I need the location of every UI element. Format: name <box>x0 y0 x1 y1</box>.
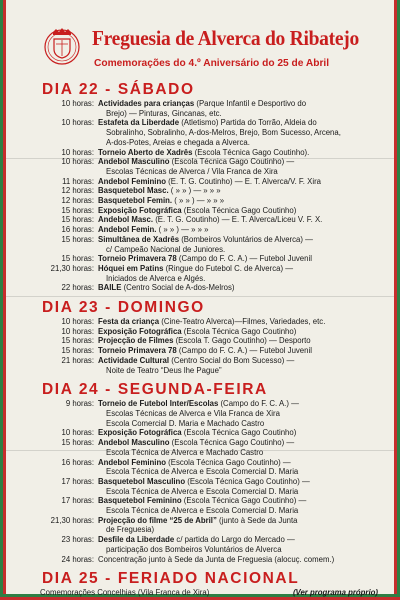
event-item <box>0 254 400 264</box>
event-continuation: Escola Comercial D. Maria e Machado Castro <box>106 418 265 428</box>
event-desc: Concentração junto à Sede da Junta de Freguesia (alocuç. comem.) <box>98 554 335 564</box>
event-line <box>98 438 390 448</box>
event-desc: (junto à Sede da Junta <box>216 515 298 525</box>
event-item <box>0 535 400 554</box>
event-desc: (Campo do F. C. A.) — Futebol Juvenil <box>176 346 312 356</box>
event-time: 15 horas: <box>61 205 94 215</box>
event-item <box>0 186 400 196</box>
event-time: 15 horas: <box>61 336 94 346</box>
closing-note <box>0 588 400 598</box>
event-continuation: participação dos Bombeiros Voluntários de Alverca <box>106 544 282 554</box>
event-time: 9 horas: <box>65 399 94 409</box>
event-name: Desfile da Liberdade <box>98 535 175 545</box>
event-item <box>0 118 400 147</box>
event-line <box>98 283 390 293</box>
event-desc: (Ringue do Futebol C. de Alverca) — <box>163 263 293 273</box>
event-desc: (Bombeiros Voluntários de Alverca) — <box>179 234 313 244</box>
event-item <box>0 157 400 176</box>
event-time: 23 horas: <box>61 535 94 545</box>
header <box>10 10 390 70</box>
event-desc: (Campo do F. C. A.) — Futebol Juvenil <box>176 254 312 264</box>
event-desc: ( » » ) — » » » <box>156 225 209 235</box>
event-item <box>0 99 400 118</box>
event-time: 15 horas: <box>61 346 94 356</box>
event-name: Andebol Masculino <box>98 438 170 448</box>
event-continuation: Escola Técnica de Alverca e Machado Castro <box>106 447 264 457</box>
event-line <box>98 148 390 158</box>
day-heading: DIA 23 - DOMINGO <box>42 299 205 317</box>
event-line <box>98 516 390 526</box>
event-item <box>0 177 400 187</box>
event-desc: (E. T. G. Coutinho) — E. T. Alverca/V. F. Xira <box>166 176 322 186</box>
event-line <box>98 196 390 206</box>
event-desc: (Cine-Teatro Alverca)—Filmes, Variedades, etc. <box>159 317 326 327</box>
event-time: 15 horas: <box>61 215 94 225</box>
day-heading: DIA 25 - FERIADO NACIONAL <box>42 570 300 588</box>
event-desc: (Escola Técnica Gago Coutinho) — <box>166 457 291 467</box>
event-line <box>98 225 390 235</box>
event-line <box>98 317 390 327</box>
event-item <box>0 516 400 535</box>
event-time: 17 horas: <box>61 476 94 486</box>
event-time: 15 horas: <box>61 234 94 244</box>
event-continuation: de Freguesia) <box>106 525 155 535</box>
event-line <box>98 346 390 356</box>
event-desc: (Parque Infantil e Desportivo do <box>194 99 307 108</box>
event-time: 10 horas: <box>61 157 94 167</box>
event-line <box>98 535 390 545</box>
event-line <box>98 118 390 128</box>
coat-of-arms-icon <box>42 23 82 67</box>
event-name: Festa da criança <box>98 317 160 327</box>
event-name: Torneio de Futebol Inter/Escolas <box>98 399 219 409</box>
event-continuation: Escolas Técnicas de Alverca e Vila Franca de Xira <box>106 408 280 418</box>
event-line <box>98 327 390 337</box>
event-item <box>0 428 400 438</box>
event-item <box>0 438 400 457</box>
event-time: 22 horas: <box>61 283 94 293</box>
event-name: Basquetebol Masculino <box>98 476 186 486</box>
event-item <box>0 336 400 346</box>
event-desc: c/ partida do Largo do Mercado — <box>174 535 295 545</box>
event-desc: (Escola Técnica Gago Coutinho) — <box>181 496 307 506</box>
event-name: Andebol Femin. <box>98 225 157 235</box>
event-line <box>98 99 390 109</box>
event-line <box>98 254 390 264</box>
event-item <box>0 555 400 565</box>
day-heading: DIA 22 - SÁBADO <box>42 81 195 98</box>
event-item <box>0 327 400 337</box>
closing-note-reference: (Ver programa próprio) <box>292 588 378 598</box>
event-name: Estafeta da Liberdade <box>98 118 180 128</box>
event-line <box>98 215 390 225</box>
event-time: 16 horas: <box>61 225 94 235</box>
event-time: 21,30 horas: <box>50 515 94 525</box>
event-desc: ( » » ) — » » » <box>168 186 221 196</box>
event-line <box>98 555 390 565</box>
event-desc: (Escola Técnica Gago Coutinho) <box>181 428 297 438</box>
event-desc: (Escola Técnica Gago Coutinho) <box>181 205 297 215</box>
event-item <box>0 317 400 327</box>
event-time: 10 horas: <box>61 118 94 128</box>
event-name: Actividade Cultural <box>98 355 170 365</box>
event-time: 10 horas: <box>61 99 94 108</box>
event-line <box>98 458 390 468</box>
event-time: 11 horas: <box>62 176 94 186</box>
event-item <box>0 477 400 496</box>
event-continuation: Brejo) — Pinturas, Gincanas, etc. <box>106 108 222 118</box>
event-name: Exposição Fotográfica <box>98 326 182 336</box>
event-continuation: Escola Técnica de Alverca e Escola Comercial D. Maria <box>106 467 299 477</box>
event-continuation: Iniciados de Alverca e Algés. <box>106 273 206 283</box>
event-name: Andebol Feminino <box>98 176 167 186</box>
event-line <box>98 157 390 167</box>
event-continuation: Noite de Teatro “Deus lhe Pague” <box>106 365 222 375</box>
event-time: 15 horas: <box>61 254 94 264</box>
event-line <box>98 235 390 245</box>
day-heading: DIA 24 - SEGUNDA-FEIRA <box>42 381 268 399</box>
event-name: Torneio Aberto de Xadrês <box>98 147 193 157</box>
event-time: 10 horas: <box>61 147 94 157</box>
event-line <box>98 177 390 187</box>
event-name: Actividades para crianças <box>98 99 195 108</box>
event-desc: (Escola Técnica Gago Coutinho) — <box>169 157 295 167</box>
event-line <box>98 399 390 409</box>
event-item <box>0 399 400 428</box>
event-item <box>0 148 400 158</box>
event-continuation: Escola Técnica de Alverca e Escola Comercial D. Maria <box>106 506 299 516</box>
event-item <box>0 235 400 254</box>
event-name: Torneio Primavera 78 <box>98 254 177 264</box>
event-name: Andebol Feminino <box>98 457 167 467</box>
event-desc: (Escola T. Gago Coutinho) — Desporto <box>173 336 311 346</box>
event-desc: (Centro Social de A-dos-Melros) <box>121 283 235 293</box>
event-line <box>98 356 390 366</box>
event-desc: (Escola Técnica Gago Coutinho) — <box>185 476 310 486</box>
event-time: 21,30 horas: <box>50 263 94 273</box>
event-continuation: Escola Técnica de Alverca e Escola Comercial D. Maria <box>106 486 299 496</box>
event-item <box>0 225 400 235</box>
programme <box>0 80 400 598</box>
event-line <box>98 186 390 196</box>
event-line <box>98 428 390 438</box>
event-name: Andebol Masculino <box>98 157 170 167</box>
event-time: 10 horas: <box>61 326 94 336</box>
event-item <box>0 458 400 477</box>
event-name: Torneio Primavera 78 <box>98 346 177 356</box>
event-item <box>0 346 400 356</box>
event-item <box>0 283 400 293</box>
page-subtitle: Comemorações do 4.º Aniversário do 25 de Abril <box>94 58 330 69</box>
event-continuation: Sobralinho, Sobralinho, A-dos-Melros, Brejo, Bom Sucesso, Arcena, <box>106 128 341 138</box>
event-item <box>0 196 400 206</box>
event-item <box>0 496 400 515</box>
event-line <box>98 496 390 506</box>
event-desc: (Campo do F. C. A.) — <box>218 399 299 409</box>
event-continuation: Escolas Técnicas de Alverca / Vila Franca de Xira <box>106 166 278 176</box>
event-desc: (E. T. G. Coutinho) — E. T. Alverca/Liceu V. F. X. <box>153 215 323 225</box>
event-name: Exposição Fotográfica <box>98 205 182 215</box>
event-item <box>0 264 400 283</box>
closing-note-text: Comemorações Concelhias (Vila Franca de Xira) <box>40 588 210 598</box>
event-desc: (Escola Técnica Gago Coutinho). <box>192 147 310 157</box>
event-name: Andebol Masc. <box>98 215 154 225</box>
event-time: 24 horas: <box>61 554 94 564</box>
event-time: 15 horas: <box>61 438 94 448</box>
event-line <box>98 206 390 216</box>
event-desc: ( » » ) — » » » <box>172 196 225 206</box>
event-desc: (Centro Social do Bom Sucesso) — <box>169 355 295 365</box>
event-desc: (Atletismo) Partida do Torrão, Aldeia do <box>179 118 317 128</box>
event-time: 12 horas: <box>61 196 94 206</box>
event-name: Basquetebol Masc. <box>98 186 169 196</box>
event-item <box>0 215 400 225</box>
event-item <box>0 356 400 375</box>
event-item <box>0 206 400 216</box>
event-line <box>98 477 390 487</box>
event-time: 10 horas: <box>61 317 94 327</box>
event-name: BAILE <box>98 283 122 293</box>
event-desc: (Escola Técnica Gago Coutinho) — <box>169 438 295 448</box>
event-name: Exposição Fotográfica <box>98 428 182 438</box>
event-desc: (Escola Técnica Gago Coutinho) <box>181 326 297 336</box>
page-title: Freguesia de Alverca do Ribatejo <box>92 26 359 50</box>
event-line <box>98 336 390 346</box>
event-time: 10 horas: <box>61 428 94 438</box>
event-time: 16 horas: <box>61 457 94 467</box>
event-name: Basquetebol Femin. <box>98 196 173 206</box>
event-continuation: c/ Campeão Nacional de Juniores. <box>106 244 226 254</box>
event-name: Projecção de Filmes <box>98 336 174 346</box>
event-continuation: A-dos-Potes, Areias e chegada a Alverca. <box>106 137 250 147</box>
event-time: 21 horas: <box>61 355 94 365</box>
event-name: Simultânea de Xadrês <box>98 234 180 244</box>
event-line <box>98 264 390 274</box>
event-time: 12 horas: <box>61 186 94 196</box>
event-time: 17 horas: <box>61 496 94 506</box>
event-name: Basquetebol Feminino <box>98 496 182 506</box>
event-name: Hóquei em Patins <box>98 263 164 273</box>
event-name: Projecção do filme “25 de Abril” <box>98 515 217 525</box>
